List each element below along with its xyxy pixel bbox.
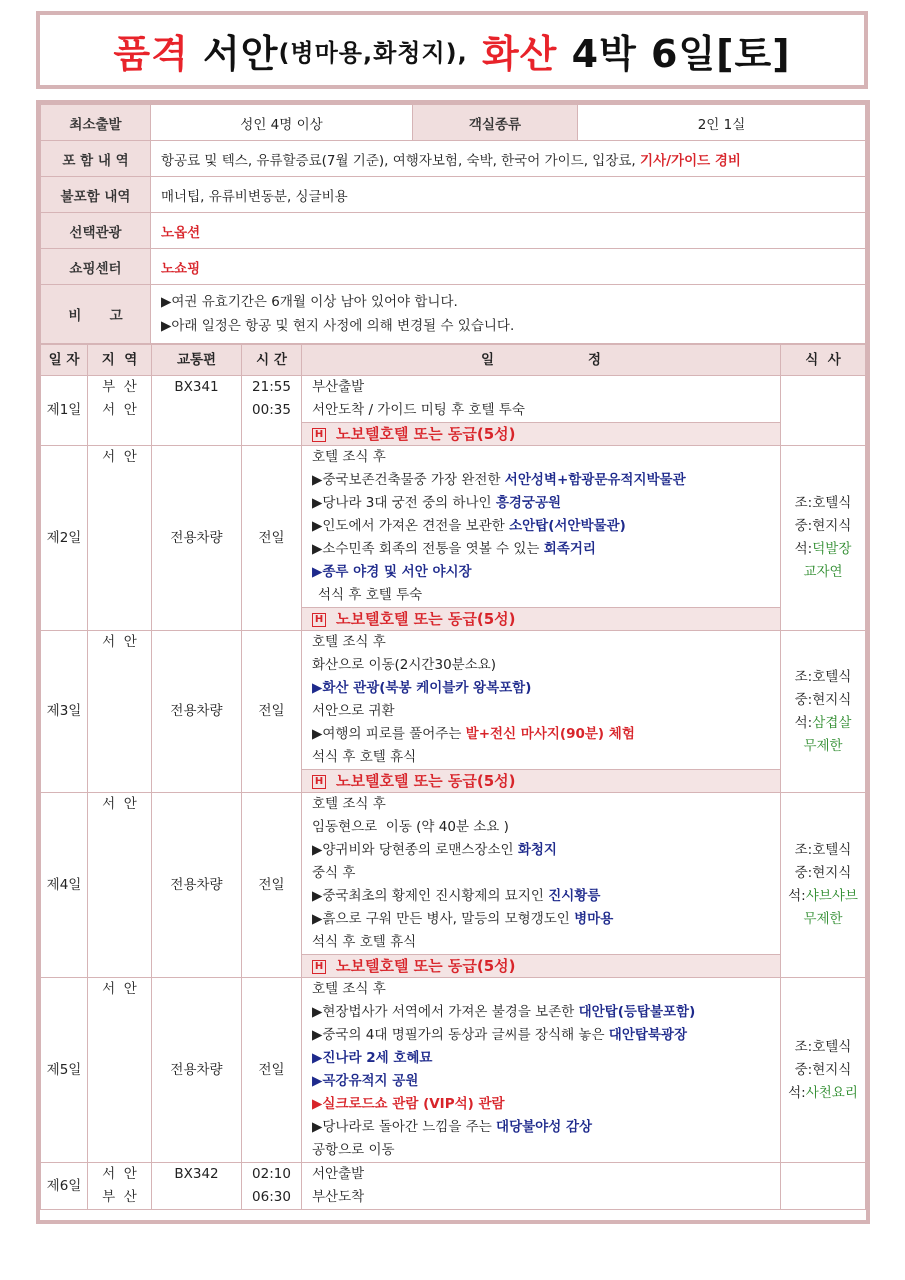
meal-prefix: 석: (788, 888, 806, 904)
region-line: 서 안 (102, 796, 137, 812)
itinerary-line: ▶진나라 2세 호혜묘 (312, 1050, 433, 1066)
header-transport: 교통편 (152, 345, 242, 376)
meal-special: 덕발장 (812, 541, 852, 557)
day-label: 제1일 (41, 376, 88, 446)
day-itinerary (302, 446, 781, 631)
itinerary-line: ▶곡강유적지 공원 (312, 1073, 419, 1089)
line-text: ▶당나라 3대 궁전 중의 하나인 (312, 495, 496, 511)
hotel-icon: H (312, 428, 326, 442)
itinerary-line: ▶실크로드쇼 관람 (VIP석) 관람 (312, 1096, 505, 1112)
day-meals (781, 376, 866, 446)
itinerary-line: 석식 후 호텔 휴식 (312, 934, 417, 950)
day-meals (781, 446, 866, 631)
transport-text: BX341 (174, 379, 219, 395)
line-highlight: 서안성벽+함광문유적지박물관 (504, 472, 686, 488)
meal-breakfast: 조:호텔식 (794, 668, 852, 685)
transport-text: BX342 (174, 1166, 219, 1182)
hotel-text: 노보텔호텔 또는 동급(5성) (336, 610, 516, 628)
day-transport: 전용차량 (152, 446, 242, 631)
time-line: 02:10 (252, 1166, 291, 1182)
room-type-label: 객실종류 (413, 105, 578, 141)
region-line: 서 안 (102, 981, 137, 997)
day-row-2 (41, 446, 866, 631)
region-line: 서 안 (102, 1166, 137, 1182)
line-highlight: 대안탑(등탑불포함) (578, 1004, 696, 1020)
header-meals: 식 사 (781, 345, 866, 376)
line-text: ▶당나라로 돌아간 느낌을 주는 (312, 1119, 497, 1135)
itinerary-line: 서안도착 / 가이드 미팅 후 호텔 투숙 (312, 402, 525, 418)
line-highlight: 발+전신 마사지(90분) 체험 (465, 726, 635, 742)
itinerary-line: 임동현으로 이동 (약 40분 소요 ) (312, 819, 509, 835)
day-row-1 (41, 376, 866, 446)
meal-prefix: 석: (794, 541, 813, 557)
info-row-shopping (41, 249, 866, 285)
itinerary-line: 공항으로 이동 (312, 1142, 395, 1158)
day-time: 전일 (242, 631, 302, 793)
day-label: 제4일 (41, 793, 88, 978)
itinerary-line (302, 908, 780, 931)
day-transport (152, 376, 242, 446)
day-transport: 전용차량 (152, 793, 242, 978)
header-region: 지 역 (88, 345, 152, 376)
day-meals (781, 978, 866, 1163)
line-text: ▶중국보존건축물중 가장 완전한 (312, 472, 505, 488)
day-itinerary (302, 1163, 781, 1210)
hotel-line (302, 954, 780, 977)
itinerary-line: 석식 후 호텔 휴식 (312, 749, 417, 765)
day-time (242, 376, 302, 446)
shopping-label: 쇼핑센터 (41, 249, 151, 285)
time-line: 00:35 (252, 402, 291, 418)
itinerary-line (302, 885, 780, 908)
itinerary-line (302, 469, 780, 492)
itinerary-line: 호텔 조식 후 (312, 981, 386, 997)
itinerary-line (302, 839, 780, 862)
line-text: ▶중국최초의 황제인 진시황제의 묘지인 (312, 888, 549, 904)
day-time: 전일 (242, 978, 302, 1163)
time-line: 06:30 (252, 1189, 291, 1205)
line-highlight: 대당불야성 감상 (496, 1119, 593, 1135)
meal-breakfast: 조:호텔식 (794, 842, 852, 858)
itinerary-line: 중식 후 (312, 865, 356, 881)
hotel-line (302, 607, 780, 630)
region-line: 서 안 (102, 402, 137, 418)
day-meals (781, 793, 866, 978)
note-value (151, 285, 866, 344)
meal-dinner (781, 885, 865, 908)
line-highlight: 흥경궁공원 (495, 495, 562, 511)
day-meals (781, 1163, 866, 1210)
info-row-min-departure (41, 105, 866, 141)
meal-prefix: 석: (794, 714, 813, 731)
day-itinerary (302, 631, 781, 793)
line-highlight: 병마용 (574, 911, 614, 927)
itinerary-line: 호텔 조식 후 (312, 796, 386, 812)
hotel-text: 노보텔호텔 또는 동급(5성) (336, 772, 516, 790)
meal-special: 삼겹살 (812, 714, 852, 731)
line-text: ▶흙으로 구워 만든 병사, 말등의 모형갱도인 (312, 911, 575, 927)
excluded-value: 매너팁, 유류비변동분, 싱글비용 (151, 177, 866, 213)
title-part-subtitle: (병마용,화청지), (278, 38, 468, 67)
hotel-icon: H (312, 960, 326, 974)
itinerary-line (302, 1024, 780, 1047)
meal-lunch: 중:현지식 (794, 865, 852, 881)
title-part-xian: 서안 (203, 31, 279, 76)
day-itinerary (302, 978, 781, 1163)
line-text: ▶양귀비와 당현종의 로맨스장소인 (312, 842, 518, 858)
info-table (40, 104, 866, 344)
line-highlight: 회족거리 (543, 541, 596, 557)
meal-lunch: 중:현지식 (794, 691, 852, 708)
hotel-line (302, 769, 780, 792)
min-departure-value: 성인 4명 이상 (151, 105, 413, 141)
meal-special-extra: 무제한 (803, 911, 843, 927)
info-row-excluded (41, 177, 866, 213)
meal-dinner (781, 538, 865, 561)
line-text: ▶여행의 피로를 풀어주는 (312, 726, 466, 742)
itinerary-line: 부산출발 (312, 379, 365, 395)
line-highlight: 소안탑(서안박물관) (509, 518, 626, 534)
day-time: 전일 (242, 446, 302, 631)
day-region (88, 978, 152, 1163)
info-row-option (41, 213, 866, 249)
day-itinerary (302, 793, 781, 978)
hotel-text: 노보텔호텔 또는 동급(5성) (336, 957, 516, 975)
itinerary-line (302, 723, 780, 746)
hotel-icon: H (312, 775, 326, 789)
line-text: ▶인도에서 가져온 견전을 보관한 (312, 518, 510, 534)
meal-special: 사천요리 (805, 1084, 858, 1101)
day-transport (152, 1163, 242, 1210)
itinerary-frame (36, 100, 870, 1224)
meal-breakfast: 조:호텔식 (794, 1038, 852, 1055)
note-label: 비 고 (41, 285, 151, 344)
day-itinerary (302, 376, 781, 446)
itinerary-line (302, 492, 780, 515)
day-meals (781, 631, 866, 793)
page-title (36, 11, 868, 89)
itinerary-line: ▶화산 관광(북봉 케이블카 왕복포함) (312, 680, 532, 696)
schedule-table (40, 344, 866, 1210)
meal-lunch: 중:현지식 (794, 518, 852, 534)
day-row-6 (41, 1163, 866, 1210)
time-line: 21:55 (252, 379, 291, 395)
meal-dinner (781, 1082, 865, 1105)
day-row-5 (41, 978, 866, 1163)
line-highlight: 진시황릉 (548, 888, 601, 904)
info-row-included (41, 141, 866, 177)
day-region (88, 793, 152, 978)
included-label: 포 함 내 역 (41, 141, 151, 177)
day-label: 제2일 (41, 446, 88, 631)
meal-special-extra: 교자연 (803, 564, 843, 580)
line-highlight: 대안탑북광장 (608, 1027, 688, 1043)
line-highlight: 화청지 (517, 842, 557, 858)
itinerary-line (302, 538, 780, 561)
itinerary-line: 서안으로 귀환 (312, 703, 395, 719)
included-text: 항공료 및 텍스, 유류할증료(7월 기준), 여행자보험, 숙박, 한국어 가이드, 입장료, (161, 152, 636, 169)
itinerary-line: 서안출발 (312, 1166, 365, 1182)
itinerary-line (302, 1116, 780, 1139)
included-value (151, 141, 866, 177)
title-part-pumgyeok: 품격 (113, 31, 189, 76)
day-label: 제6일 (41, 1163, 88, 1210)
meal-breakfast: 조:호텔식 (794, 495, 852, 511)
day-row-3 (41, 631, 866, 793)
line-text: ▶소수민족 회족의 전통을 엿볼 수 있는 (312, 541, 544, 557)
note-line-1: ▶여권 유효기간은 6개월 이상 남아 있어야 합니다. (161, 294, 458, 310)
meal-prefix: 석: (788, 1084, 806, 1101)
day-time: 전일 (242, 793, 302, 978)
title-part-huashan: 화산 (481, 31, 558, 76)
itinerary-line (302, 1001, 780, 1024)
itinerary-line (302, 515, 780, 538)
meal-special-extra: 무제한 (803, 737, 843, 754)
itinerary-line: ▶종루 야경 및 서안 야시장 (312, 564, 472, 580)
schedule-header-row (41, 345, 866, 376)
itinerary-line: 호텔 조식 후 (312, 634, 386, 650)
hotel-text: 노보텔호텔 또는 동급(5성) (336, 425, 516, 443)
excluded-label: 불포함 내역 (41, 177, 151, 213)
included-highlight: 기사/가이드 경비 (640, 152, 741, 169)
day-region (88, 376, 152, 446)
min-departure-label: 최소출발 (41, 105, 151, 141)
day-time (242, 1163, 302, 1210)
day-label: 제3일 (41, 631, 88, 793)
header-day: 일 자 (41, 345, 88, 376)
hotel-line (302, 422, 780, 445)
itinerary-line: 호텔 조식 후 (312, 449, 386, 465)
day-transport: 전용차량 (152, 631, 242, 793)
itinerary-line: 석식 후 호텔 투숙 (318, 587, 423, 603)
day-transport: 전용차량 (152, 978, 242, 1163)
hotel-icon: H (312, 613, 326, 627)
itinerary-line: 화산으로 이동(2시간30분소요) (312, 657, 497, 673)
line-text: ▶현장법사가 서역에서 가져온 불경을 보존한 (312, 1004, 579, 1020)
day-row-4 (41, 793, 866, 978)
option-value: 노옵션 (151, 213, 866, 249)
region-line: 부 산 (102, 379, 137, 395)
region-line: 서 안 (102, 449, 137, 465)
region-line: 부 산 (102, 1189, 137, 1205)
region-line: 서 안 (102, 634, 137, 650)
line-text: ▶중국의 4대 명필가의 동상과 글씨를 장식해 놓은 (312, 1027, 609, 1043)
meal-special: 샤브샤브 (805, 888, 858, 904)
day-label: 제5일 (41, 978, 88, 1163)
day-region (88, 1163, 152, 1210)
header-time: 시 간 (242, 345, 302, 376)
option-label: 선택관광 (41, 213, 151, 249)
note-line-2: ▶아래 일정은 항공 및 현지 사정에 의해 변경될 수 있습니다. (161, 318, 515, 334)
shopping-value: 노쇼핑 (151, 249, 866, 285)
day-region (88, 631, 152, 793)
title-part-duration: 4박 6일[토] (571, 31, 791, 76)
info-row-note (41, 285, 866, 344)
day-region (88, 446, 152, 631)
header-itinerary: 일 정 (302, 345, 781, 376)
meal-lunch: 중:현지식 (794, 1061, 852, 1078)
meal-dinner (781, 712, 865, 735)
itinerary-line: 부산도착 (312, 1189, 365, 1205)
room-type-value: 2인 1실 (578, 105, 866, 141)
